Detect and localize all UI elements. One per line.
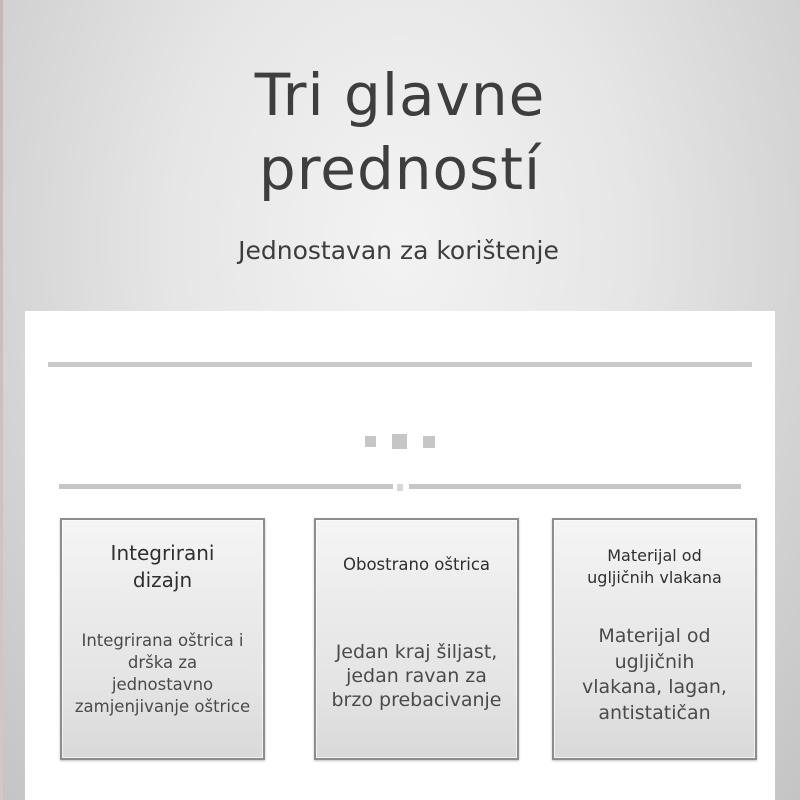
feature-card-description-line: jedan ravan za [346, 665, 487, 687]
feature-card-carbon-fiber [552, 518, 757, 760]
feature-card-integrated-design [60, 518, 265, 760]
square-dot-icon [392, 434, 407, 449]
feature-card-description-line: Materijal od [598, 625, 711, 647]
feature-card-title [322, 554, 511, 576]
feature-card-description-line: Integrirana oštrica i [81, 631, 244, 650]
feature-card-title-line: Materijal od [607, 546, 702, 565]
middle-divider-left [59, 484, 393, 489]
feature-card-description [560, 624, 749, 726]
feature-card-description [322, 640, 511, 712]
feature-card-title [560, 545, 749, 588]
feature-card-double-ended-blade [314, 518, 519, 760]
feature-card-description [68, 630, 257, 718]
square-dot-icon [423, 436, 435, 448]
feature-card-title-line: dizajn [132, 568, 193, 592]
feature-card-title [68, 540, 257, 594]
feature-card-description-line: brzo prebacivanje [331, 689, 502, 711]
feature-card-description-line: ugljičnih [614, 650, 695, 673]
square-dot-icon [365, 436, 376, 447]
feature-card-description-line: drška za [127, 653, 198, 672]
feature-card-title-line: Obostrano oštrica [342, 555, 491, 574]
feature-card-description-line: zamjenjivanje oštrice [74, 697, 251, 716]
divider-notch [397, 484, 403, 491]
feature-card-title-line: ugljičnih vlakana [587, 567, 722, 587]
feature-card-description-line: jednostavno [111, 675, 214, 694]
middle-divider-right [409, 484, 741, 489]
page-title [0, 58, 800, 206]
features-panel [25, 311, 775, 800]
feature-card-title-line: Integrirani [110, 541, 215, 565]
decorative-dots [363, 433, 439, 451]
page-title-line-1: Tri glavne [254, 61, 546, 129]
page-title-line-2: predností [258, 135, 542, 203]
top-divider [48, 362, 752, 367]
feature-card-description-line: antistatičan [598, 701, 711, 724]
feature-card-description-line: vlakana, lagan, [582, 676, 727, 698]
feature-card-description-line: Jedan kraj šiljast, [335, 641, 498, 663]
page-subtitle: Jednostavan za korištenje [238, 236, 559, 265]
